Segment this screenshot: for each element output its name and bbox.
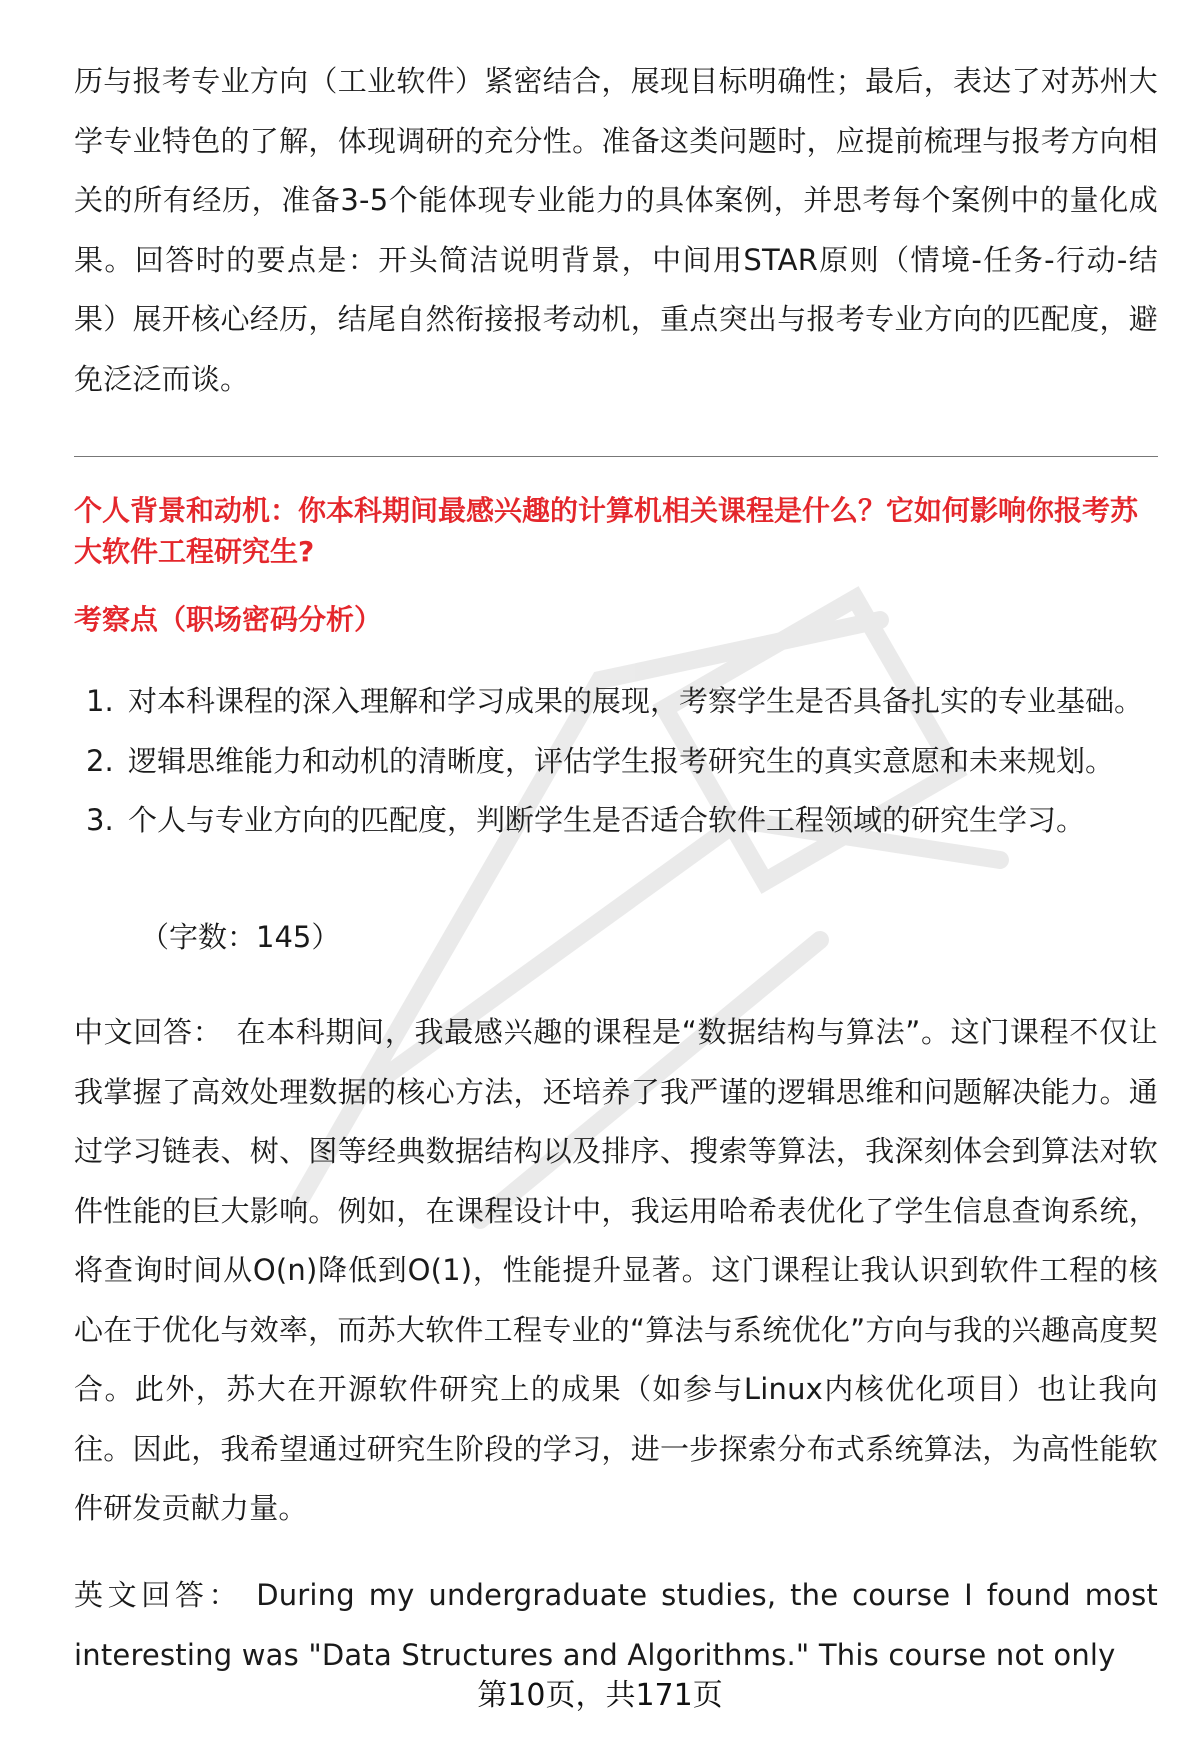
english-answer <box>74 1566 1158 1685</box>
assessment-points-list <box>74 672 1158 851</box>
page-number-footer: 第10页，共171页 <box>477 1678 723 1713</box>
chinese-answer <box>74 1003 1158 1539</box>
list-item <box>74 791 1158 851</box>
english-answer-label: 英文回答： <box>74 1578 243 1612</box>
section-divider <box>74 456 1158 457</box>
chinese-answer-label: 中文回答： <box>74 1015 223 1049</box>
list-item <box>74 732 1158 792</box>
list-item-number: 2. <box>86 743 114 778</box>
intro-paragraph: 历与报考专业方向（工业软件）紧密结合，展现目标明确性；最后，表达了对苏州大学专业特色的了解，体现调研的充分性。准备这类问题时，应提前梳理与报考方向相关的所有经历，准备3-5个能体现专业能力的具体案例，并思考每个案例中的量化成果。回答时的要点是：开头简洁说明背景，中间用STAR原则（情境-任务-行动-结果）展开核心经历，结尾自然衔接报考动机，重点突出与报考专业方向的匹配度，避免泛泛而谈。 <box>74 64 1158 396</box>
question-subtitle: 考察点（职场密码分析） <box>74 603 383 636</box>
question-title: 个人背景和动机：你本科期间最感兴趣的计算机相关课程是什么？它如何影响你报考苏大软件工程研究生? <box>74 494 1139 568</box>
chinese-answer-text: 在本科期间，我最感兴趣的课程是“数据结构与算法”。这门课程不仅让我掌握了高效处理数据的核心方法，还培养了我严谨的逻辑思维和问题解决能力。通过学习链表、树、图等经典数据结构以及排序、搜索等算法，我深刻体会到算法对软件性能的巨大影响。例如，在课程设计中，我运用哈希表优化了学生信息查询系统，将查询时间从O(n)降低到O(1)，性能提升显著。这门课程让我认识到软件工程的核心在于优化与效率，而苏大软件工程专业的“算法与系统优化”方向与我的兴趣高度契合。此外，苏大在开源软件研究上的成果（如参与Linux内核优化项目）也让我向往。因此，我希望通过研究生阶段的学习，进一步探索分布式系统算法，为高性能软件研发贡献力量。 <box>74 1015 1158 1525</box>
list-item <box>74 672 1158 732</box>
list-item-number: 3. <box>86 803 114 837</box>
list-item-number: 1. <box>86 684 114 718</box>
word-count: （字数：145） <box>140 920 341 954</box>
list-item-text: 对本科课程的深入理解和学习成果的展现，考察学生是否具备扎实的专业基础。 <box>128 684 1144 718</box>
list-item-text: 个人与专业方向的匹配度，判断学生是否适合软件工程领域的研究生学习。 <box>128 803 1086 837</box>
list-item-text: 逻辑思维能力和动机的清晰度，评估学生报考研究生的真实意愿和未来规划。 <box>128 743 1115 778</box>
english-answer-text: During my undergraduate studies, the course I found most interesting was "Data Structures and Algorithms." This course not only <box>74 1578 1158 1672</box>
